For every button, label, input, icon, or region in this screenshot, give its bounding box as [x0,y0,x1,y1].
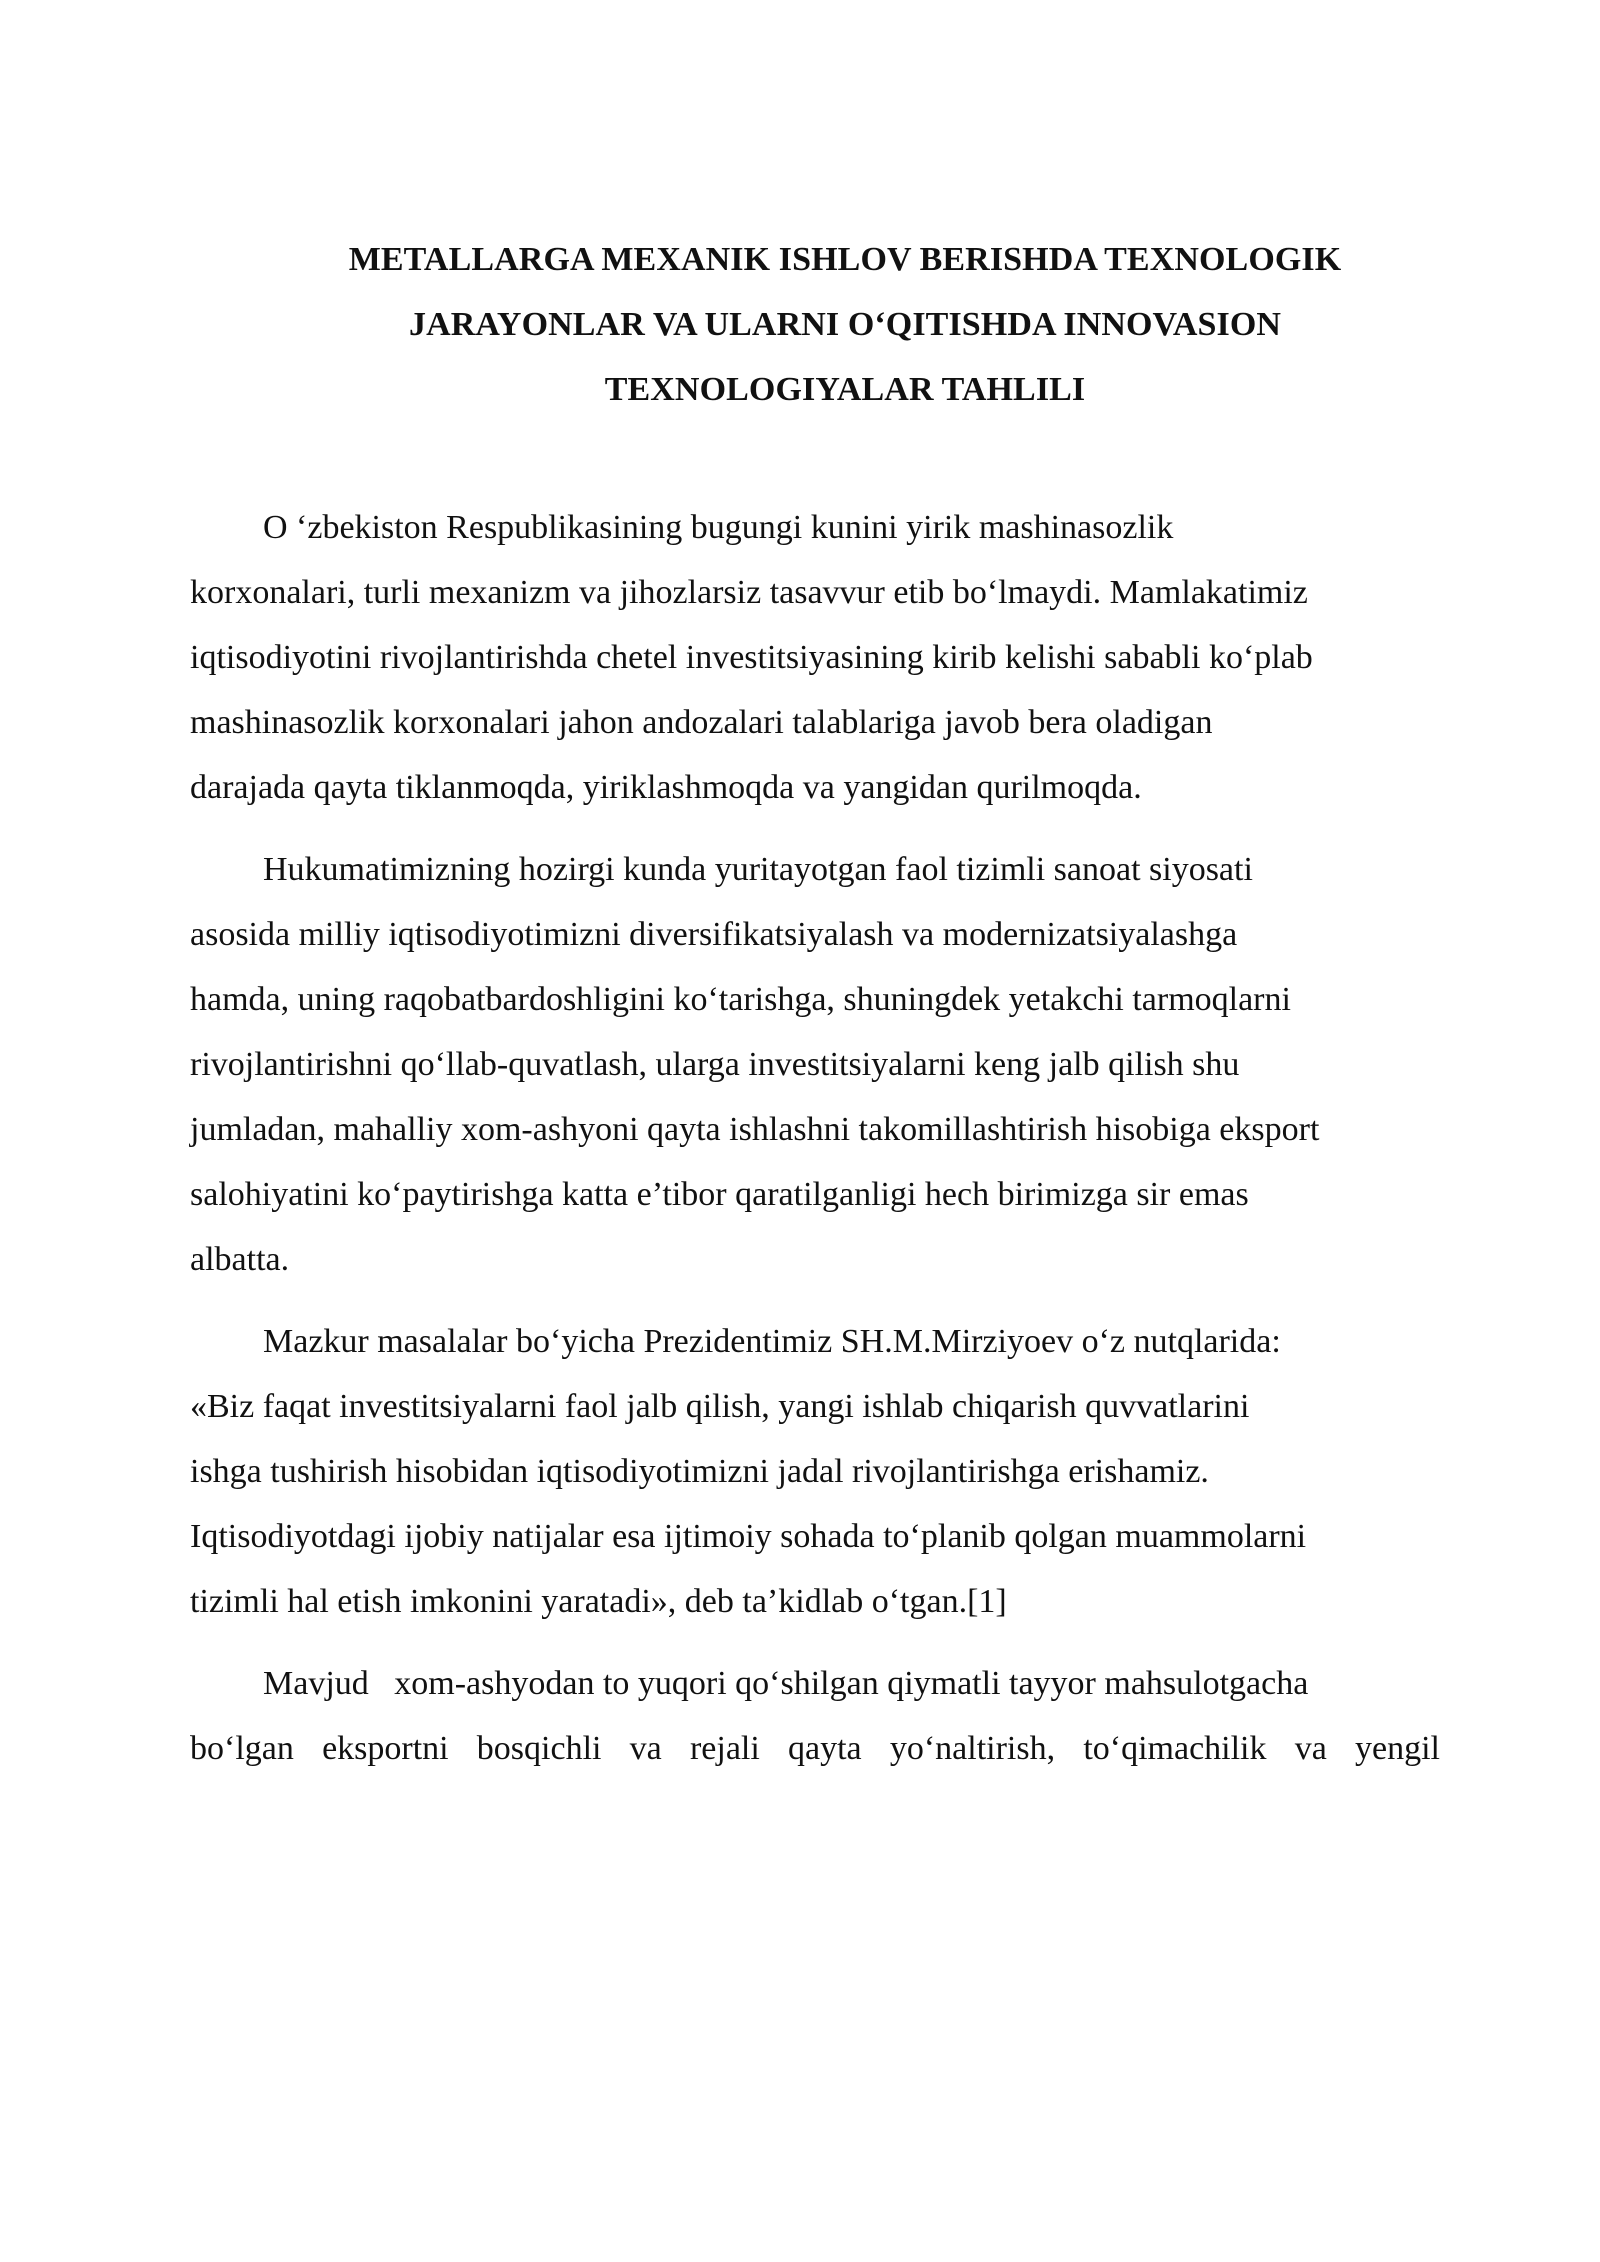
paragraph-4 [190,1651,1440,1781]
paragraph-3 [190,1309,1440,1634]
paragraph-line: Mavjud xom-ashyodan to yuqori qo‘shilgan qiymatli tayyor mahsulotgacha [263,1665,1309,1702]
paragraph-line: rivojlantirishni qo‘llab-quvatlash, ularga investitsiyalarni keng jalb qilish shu [190,1046,1240,1083]
paragraph-line: Hukumatimizning hozirgi kunda yuritayotgan faol tizimli sanoat siyosati [263,851,1253,888]
paragraph-line: darajada qayta tiklanmoqda, yiriklashmoqda va yangidan qurilmoqda. [190,769,1142,806]
paragraph-line: korxonalari, turli mexanizm va jihozlarsiz tasavvur etib bo‘lmaydi. Mamlakatimiz [190,574,1308,611]
document-body [190,495,1440,1798]
title-line: TEXNOLOGIYALAR TAHLILI [604,371,1086,408]
paragraph-line: jumladan, mahalliy xom-ashyoni qayta ishlashni takomillashtirish hisobiga eksport [190,1111,1320,1148]
paragraph-line: Iqtisodiyotdagi ijobiy natijalar esa ijtimoiy sohada to‘planib qolgan muammolarni [190,1518,1307,1555]
title-line: JARAYONLAR VA ULARNI O‘QITISHDA INNOVASION [408,306,1282,343]
paragraph-line: Mazkur masalalar bo‘yicha Prezidentimiz SH.M.Mirziyoev o‘z nutqlarida: [263,1323,1281,1360]
paragraph-line: hamda, uning raqobatbardoshligini ko‘tarishga, shuningdek yetakchi tarmoqlarni [190,981,1291,1018]
paragraph-line: iqtisodiyotini rivojlantirishda chetel investitsiyasining kirib kelishi sababli ko‘plab [190,639,1313,676]
paragraph-line: albatta. [190,1241,290,1278]
title-line: METALLARGA MEXANIK ISHLOV BERISHDA TEXNOLOGIK [348,241,1342,278]
paragraph-line: mashinasozlik korxonalari jahon andozalari talablariga javob bera oladigan [190,704,1213,741]
paragraph-line: asosida milliy iqtisodiyotimizni diversifikatsiyalash va modernizatsiyalashga [190,916,1238,953]
paragraph-line: ishga tushirish hisobidan iqtisodiyotimizni jadal rivojlantirishga erishamiz. [190,1453,1209,1490]
document-title [270,227,1420,422]
paragraph-1 [190,495,1440,820]
paragraph-2 [190,837,1440,1292]
paragraph-line: bo‘lgan eksportni bosqichli va rejali qayta yo‘naltirish, to‘qimachilik va yengil [190,1730,1440,1767]
paragraph-line: «Biz faqat investitsiyalarni faol jalb qilish, yangi ishlab chiqarish quvvatlarini [190,1388,1250,1425]
paragraph-line: O ‘zbekiston Respublikasining bugungi kunini yirik mashinasozlik [263,509,1174,546]
paragraph-line: tizimli hal etish imkonini yaratadi», deb ta’kidlab o‘tgan.[1] [190,1583,1007,1620]
paragraph-line: salohiyatini ko‘paytirishga katta e’tibor qaratilganligi hech birimizga sir emas [190,1176,1249,1213]
